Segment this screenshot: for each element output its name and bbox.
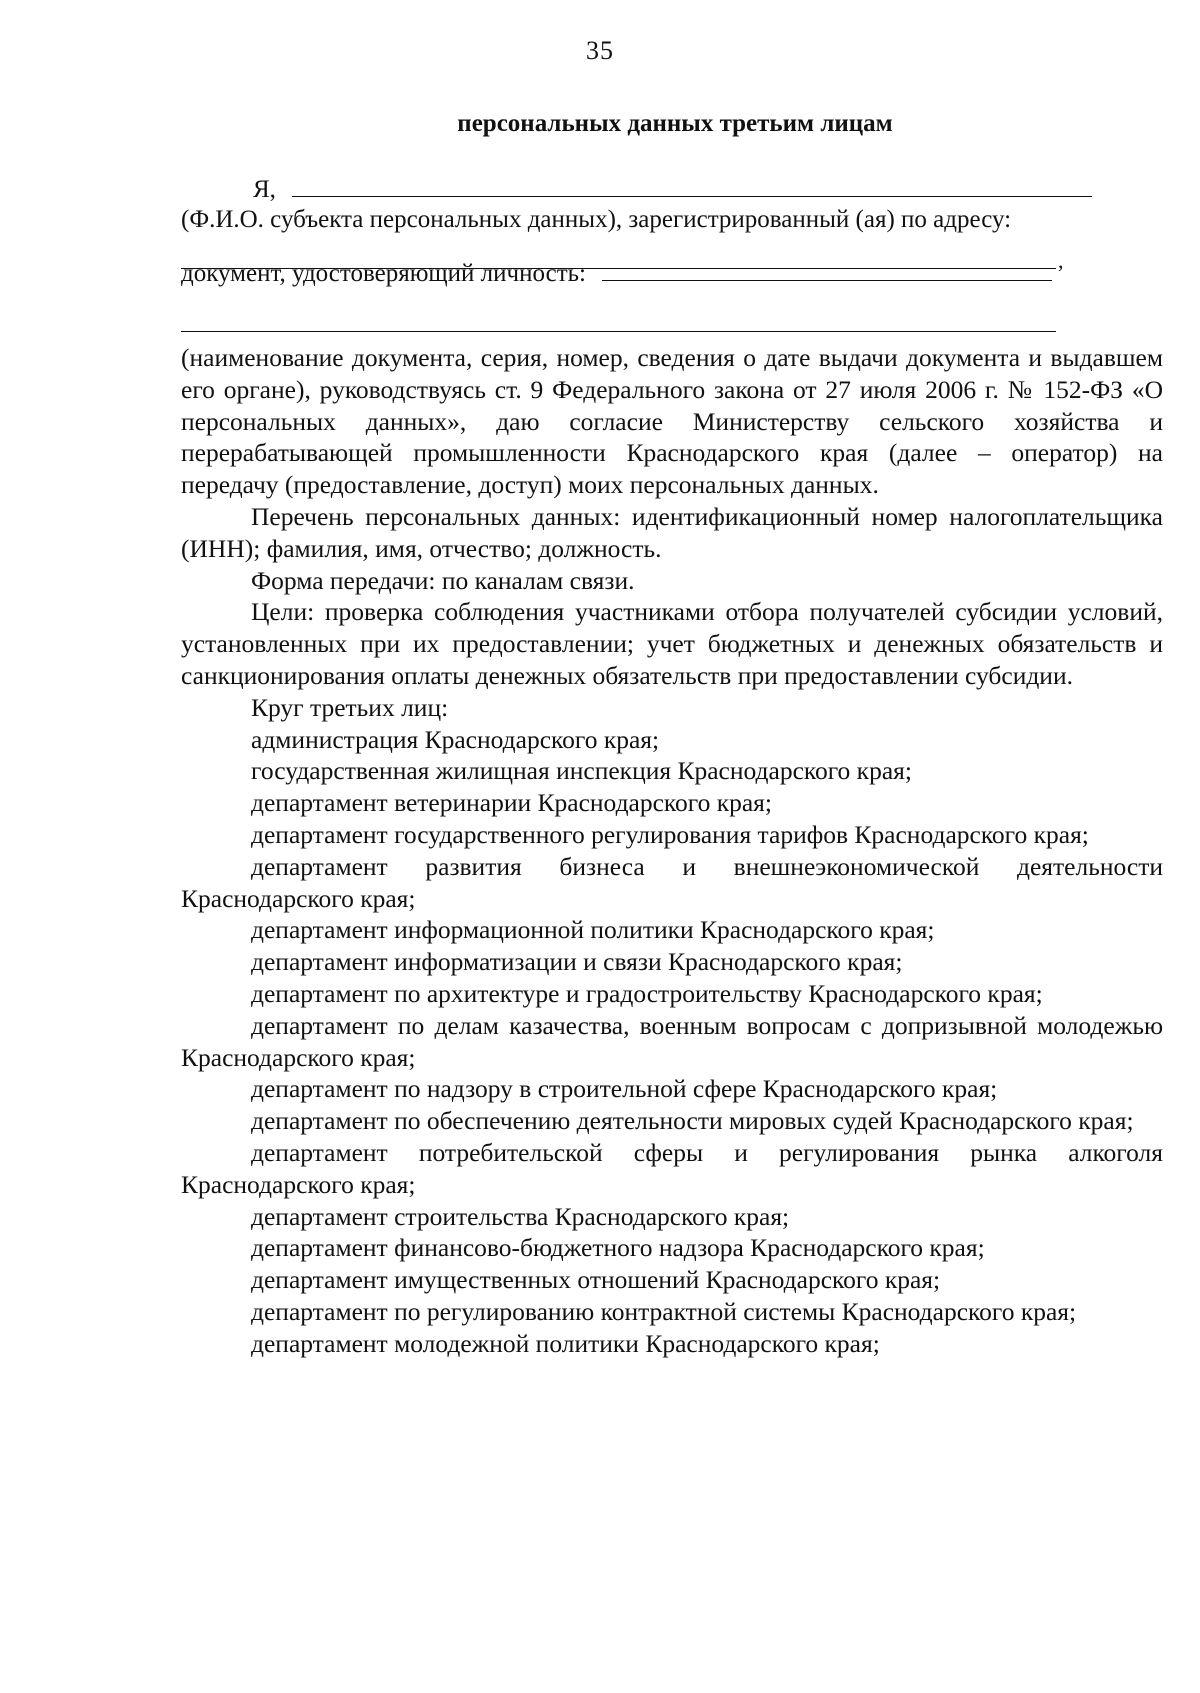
third-party-item: департамент строительства Краснодарского края;	[251, 1201, 790, 1231]
document-label: документ, удостоверяющий личность:	[181, 260, 586, 287]
third-party-item: департамент по делам казачества, военным вопросам с допризывной молодежью Краснодарского края;	[181, 1010, 1163, 1072]
third-party-item: департамент по обеспечению деятельности мировых судей Краснодарского края;	[251, 1106, 1134, 1136]
third-party-item: государственная жилищная инспекция Краснодарского края;	[251, 756, 912, 786]
third-party-item: департамент ветеринарии Краснодарского края;	[251, 788, 772, 818]
third-party-item: департамент информатизации и связи Краснодарского края;	[251, 947, 903, 977]
third-party-item: департамент информационной политики Краснодарского края;	[251, 915, 935, 945]
name-line	[253, 172, 1153, 206]
third-party-item: департамент по архитектуре и градостроительству Краснодарского края;	[251, 978, 1043, 1008]
third-party-item: департамент молодежной политики Краснодарского края;	[251, 1328, 880, 1358]
data-list-paragraph: Перечень персональных данных: идентификационный номер налогоплательщика (ИНН); фамилия, имя, отчество; должность.	[181, 501, 1163, 563]
third-party-item: департамент потребительской сферы и регулирования рынка алкоголя Краснодарского края;	[181, 1137, 1163, 1199]
document-field[interactable]	[602, 256, 1052, 281]
consent-paragraph: (наименование документа, серия, номер, сведения о дате выдачи документа и выдавшем его органе), руководствуясь ст. 9 Федерального закона от 27 июля 2006 г. № 152-ФЗ «О персональных данных», даю согласие Министерству сельского хозяйства и перерабатывающей промышленности Краснодарского края (далее – оператор) на передачу (предоставление, доступ) моих персональных данных.	[181, 343, 1163, 500]
transfer-form-paragraph: Форма передачи: по каналам связи.	[251, 565, 635, 595]
fio-caption: (Ф.И.О. субъекта персональных данных), зарегистрированный (ая) по адресу:	[181, 206, 1012, 233]
address-comma: ,	[1058, 248, 1064, 273]
page-title: персональных данных третьим лицам	[457, 110, 893, 137]
third-party-item: департамент имущественных отношений Краснодарского края;	[251, 1265, 941, 1295]
fio-field[interactable]	[292, 172, 1092, 197]
page-number: 35	[586, 36, 614, 65]
consent-body	[181, 342, 1163, 1360]
third-party-item: департамент финансово-бюджетного надзора Краснодарского края;	[251, 1233, 985, 1263]
third-parties-heading: Круг третьих лиц:	[251, 692, 449, 722]
third-party-item: администрация Краснодарского края;	[251, 724, 660, 754]
ya-label: Я,	[253, 176, 276, 203]
third-party-item: департамент по надзору в строительной сфере Краснодарского края;	[251, 1074, 998, 1104]
third-party-item: департамент по регулированию контрактной системы Краснодарского края;	[251, 1296, 1077, 1326]
third-party-item: департамент развития бизнеса и внешнеэкономической деятельности Краснодарского края;	[181, 851, 1163, 913]
third-party-item: департамент государственного регулирования тарифов Краснодарского края;	[251, 819, 1089, 849]
document-line	[181, 256, 1163, 290]
purposes-paragraph: Цели: проверка соблюдения участниками отбора получателей субсидии условий, установленных при их предоставлении; учет бюджетных и денежных обязательств и санкционирования оплаты денежных обязательств при предоставлении субсидии.	[181, 597, 1163, 690]
document-details-field[interactable]	[181, 331, 1056, 332]
